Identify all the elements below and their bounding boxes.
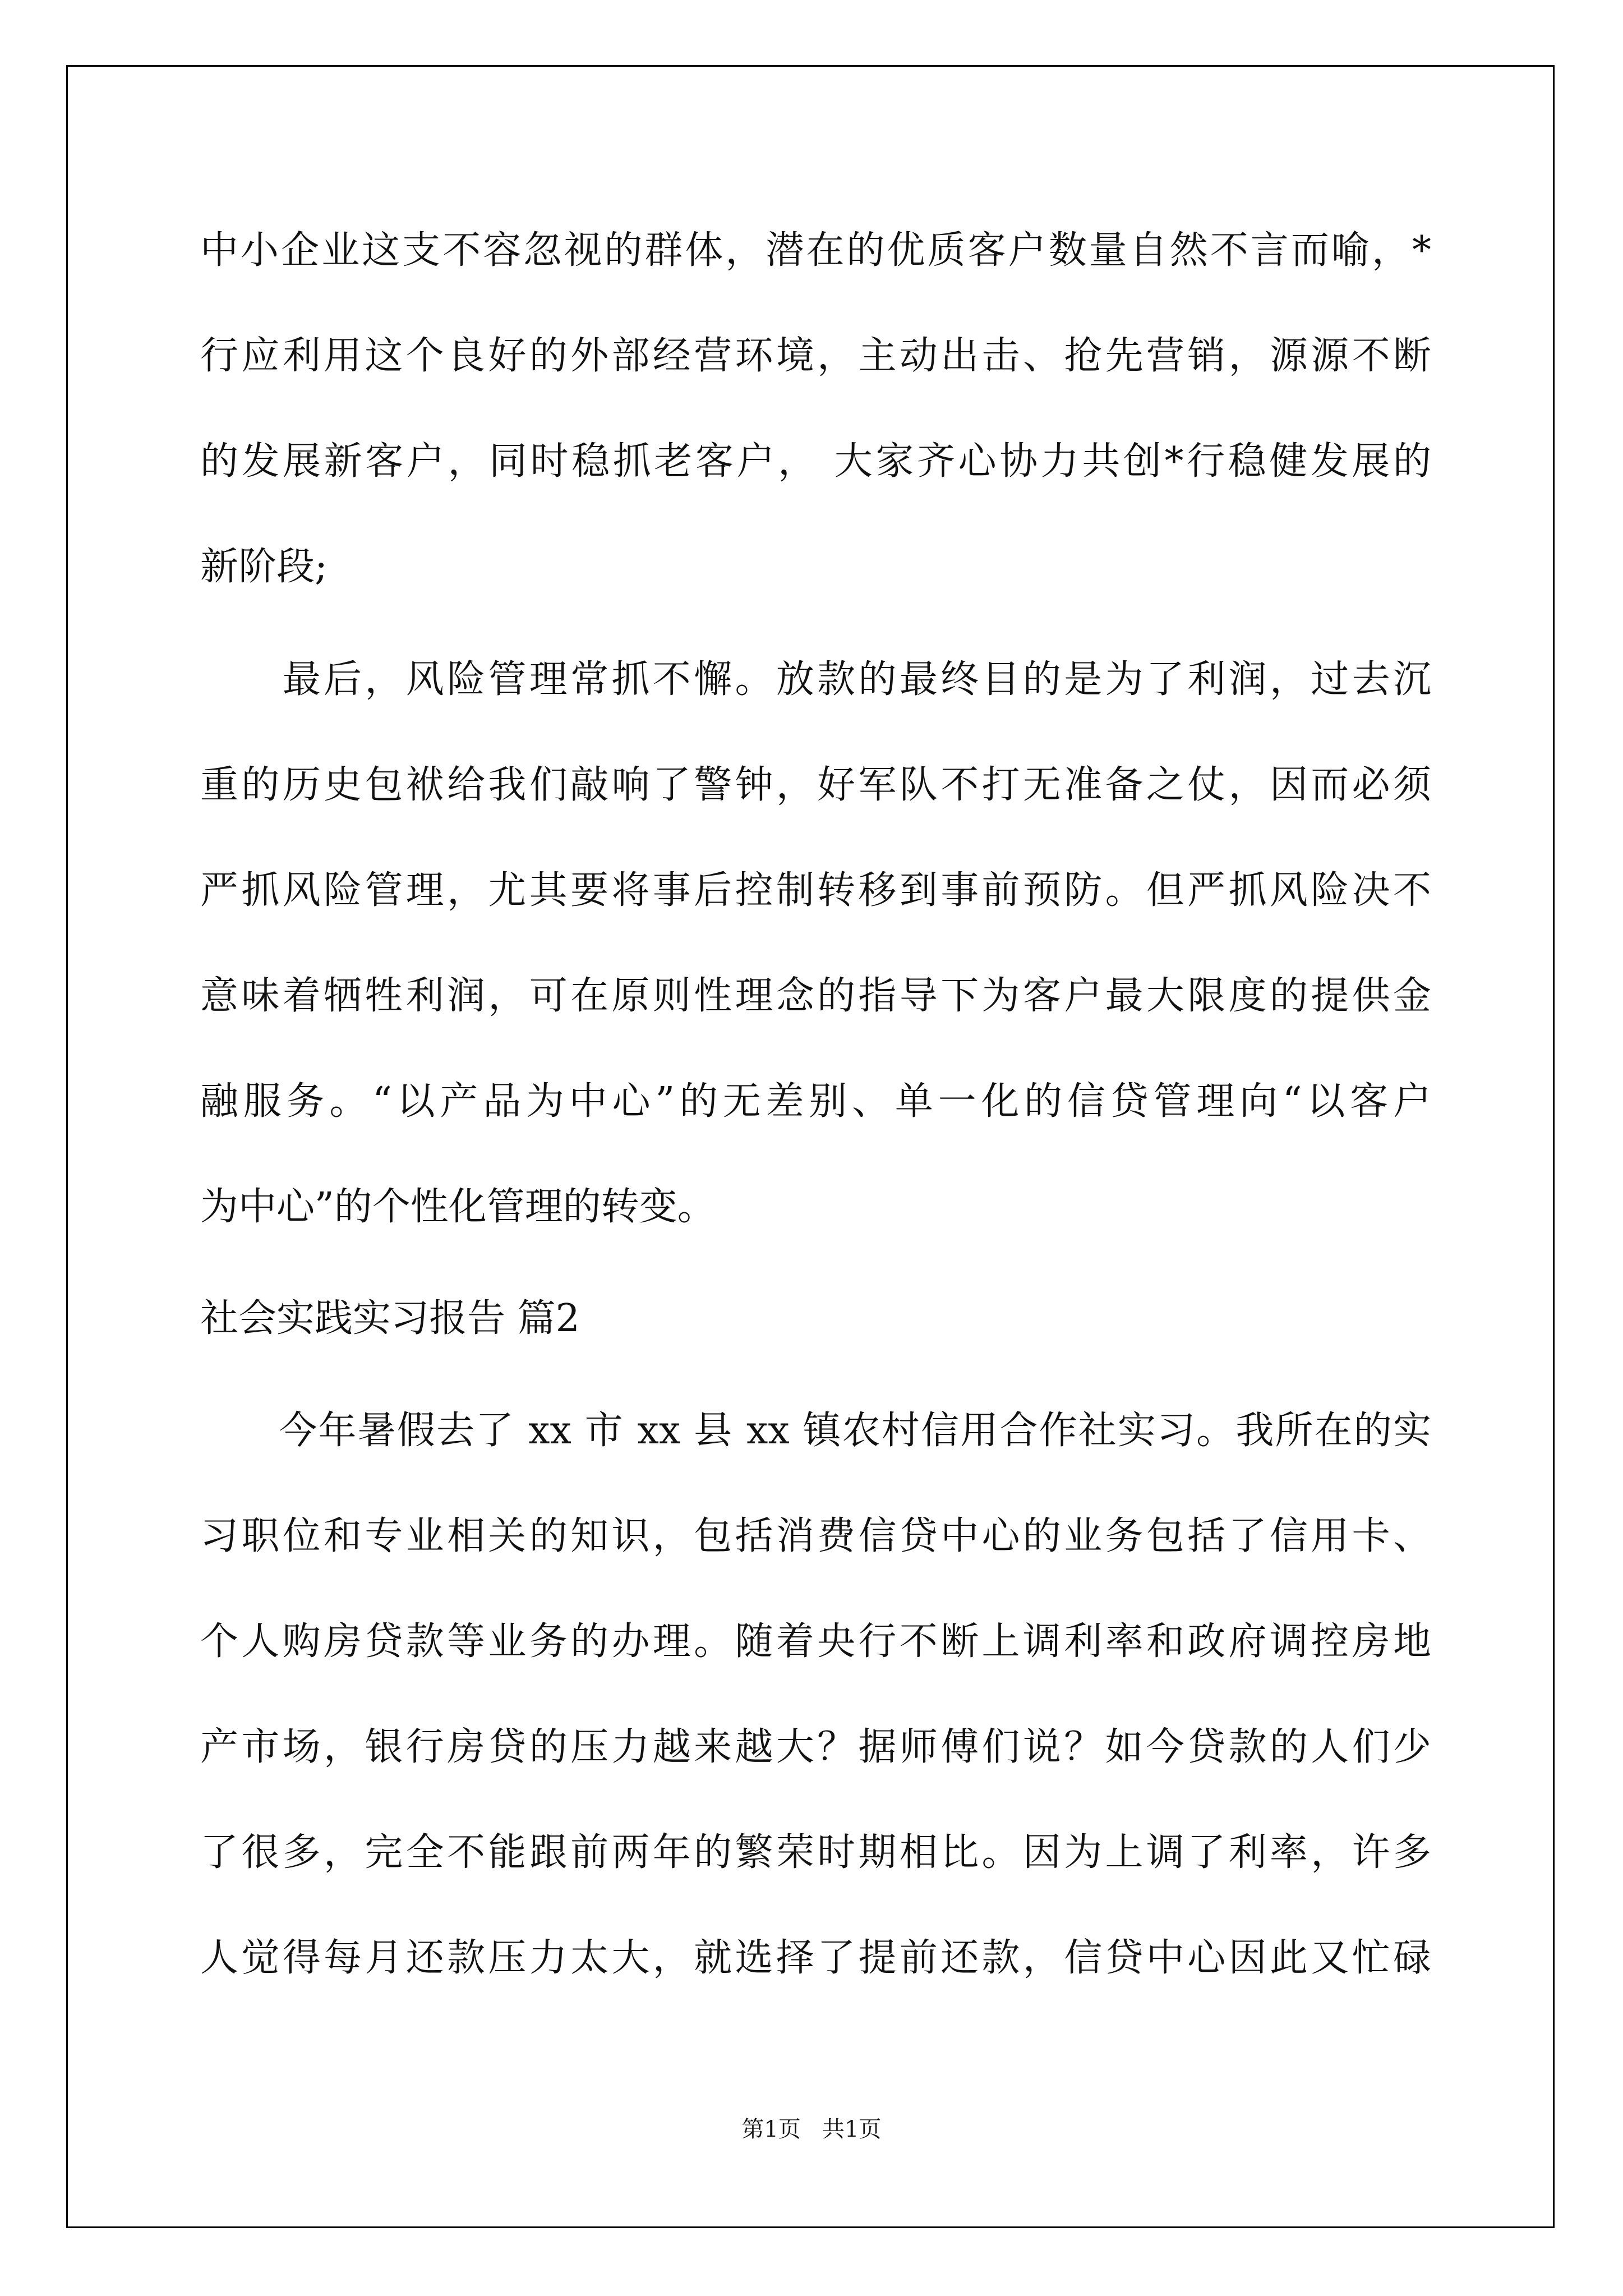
paragraph-2-line-1: 最后，风险管理常抓不懈。放款的最终目的是为了利润，过去沉	[200, 657, 1431, 702]
paragraph-2-line-5: 融服务。“以产品为中心”的无差别、单一化的信贷管理向“以客户	[200, 1079, 1431, 1124]
paragraph-3-line-1: 今年暑假去了 xx 市 xx 县 xx 镇农村信用合作社实习。我所在的实	[200, 1409, 1431, 1453]
paragraph-1-line-3: 的发展新客户，同时稳抓老客户， 大家齐心协力共创*行稳健发展的	[200, 439, 1431, 484]
paragraph-2-line-4: 意味着牺牲利润，可在原则性理念的指导下为客户最大限度的提供金	[200, 974, 1431, 1018]
paragraph-2-line-3: 严抓风险管理，尤其要将事后控制转移到事前预防。但严抓风险决不	[200, 868, 1431, 913]
paragraph-3-line-6: 人觉得每月还款压力太大，就选择了提前还款，信贷中心因此又忙碌	[200, 1936, 1431, 1980]
paragraph-3-line-2: 习职位和专业相关的知识，包括消费信贷中心的业务包括了信用卡、	[200, 1514, 1431, 1558]
paragraph-3-line-4: 产市场，银行房贷的压力越来越大？据师傅们说？如今贷款的人们少	[200, 1725, 1431, 1769]
paragraph-3-line-5: 了很多，完全不能跟前两年的繁荣时期相比。因为上调了利率，许多	[200, 1830, 1431, 1875]
section-heading: 社会实践实习报告 篇2	[200, 1296, 580, 1341]
paragraph-1-line-1: 中小企业这支不容忽视的群体，潜在的优质客户数量自然不言而喻，*	[200, 228, 1431, 273]
paragraph-1-line-2: 行应利用这个良好的外部经营环境，主动出击、抢先营销，源源不断	[200, 334, 1431, 378]
paragraph-2-line-2: 重的历史包袱给我们敲响了警钟，好军队不打无准备之仗，因而必须	[200, 763, 1431, 807]
paragraph-1-line-4: 新阶段;	[200, 545, 328, 589]
paragraph-3-line-3: 个人购房贷款等业务的办理。随着央行不断上调利率和政府调控房地	[200, 1619, 1431, 1664]
page-footer: 第1页 共1页	[741, 2116, 882, 2142]
paragraph-2-line-6: 为中心”的个性化管理的转变。	[200, 1185, 716, 1229]
